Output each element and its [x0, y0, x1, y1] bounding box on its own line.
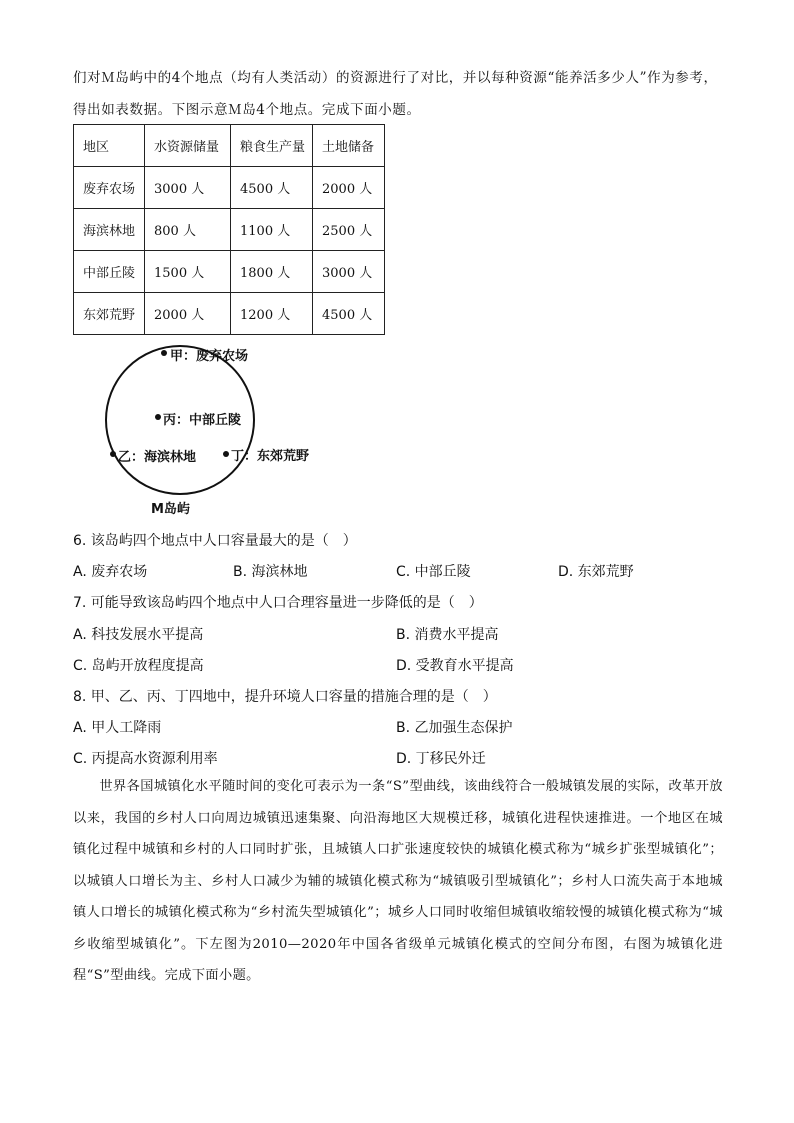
location-label-yi: 乙：海滨林地	[118, 450, 197, 465]
table-row	[74, 293, 385, 335]
question-8-stem: 8. 甲、乙、丙、丁四地中，提升环境人口容量的措施合理的是（ ）	[73, 689, 497, 705]
table-cell: 800 人	[145, 209, 231, 251]
question-6-option-a: A. 废弃农场	[73, 564, 148, 580]
table-header-row	[74, 125, 385, 167]
table-cell: 1100 人	[231, 209, 313, 251]
question-8-option-a: A. 甲人工降雨	[73, 720, 162, 736]
table-header-cell: 地区	[74, 125, 145, 167]
question-6-option-c: C. 中部丘陵	[396, 564, 471, 580]
table-header-cell: 水资源储量	[145, 125, 231, 167]
table-header-cell: 粮食生产量	[231, 125, 313, 167]
table-cell: 2000 人	[145, 293, 231, 335]
table-header-cell: 土地储备	[313, 125, 385, 167]
table-cell: 4500 人	[313, 293, 385, 335]
question-8-option-b: B. 乙加强生态保护	[396, 720, 513, 736]
intro-line-1: 们对Ｍ岛屿中的4个地点（均有人类活动）的资源进行了对比，并以每种资源“能养活多少人”作为参考，	[73, 70, 718, 86]
question-7-option-b: B. 消费水平提高	[396, 627, 499, 643]
table-cell: 3000 人	[145, 167, 231, 209]
map-caption: M岛屿	[151, 502, 190, 517]
table-cell: 4500 人	[231, 167, 313, 209]
question-7-option-c: C. 岛屿开放程度提高	[73, 658, 204, 674]
table-cell: 海滨林地	[74, 209, 145, 251]
question-7-option-a: A. 科技发展水平提高	[73, 627, 204, 643]
table-row	[74, 167, 385, 209]
question-7-option-d: D. 受教育水平提高	[396, 658, 514, 674]
location-label-ding: 丁：东郊荒野	[231, 449, 310, 464]
passage-text: 世界各国城镇化水平随时间的变化可表示为一条“S”型曲线，该曲线符合一般城镇发展的实际，改革开放以来，我国的乡村人口向周边城镇迅速集聚、向沿海地区大规模迁移，城镇化进程快速推进。一个地区在城镇化过程中城镇和乡村的人口同时扩张，且城镇人口扩张速度较快的城镇化模式称为“城乡扩张型城镇化”；以城镇人口增长为主、乡村人口减少为辅的城镇化模式称为“城镇吸引型城镇化”；乡村人口流失高于本地城镇人口增长的城镇化模式称为“乡村流失型城镇化”；城乡人口同时收缩但城镇收缩较慢的城镇化模式称为“城乡收缩型城镇化”。下左图为2010—2020年中国各省级单元城镇化模式的空间分布图，右图为城镇化进程“S”型曲线。完成下面小题。	[73, 779, 723, 983]
table-cell: 东郊荒野	[74, 293, 145, 335]
location-label-bing: 丙：中部丘陵	[163, 413, 242, 428]
table-cell: 1500 人	[145, 251, 231, 293]
question-7-stem: 7. 可能导致该岛屿四个地点中人口合理容量进一步降低的是（ ）	[73, 595, 483, 611]
resource-table	[73, 124, 385, 335]
table-row	[74, 251, 385, 293]
location-dot-yi	[110, 451, 116, 457]
table-cell: 废弃农场	[74, 167, 145, 209]
question-8-option-d: D. 丁移民外迁	[396, 751, 486, 767]
table-cell: 1800 人	[231, 251, 313, 293]
table-cell: 3000 人	[313, 251, 385, 293]
intro-line-2: 得出如表数据。下图示意Ｍ岛4个地点。完成下面小题。	[73, 102, 421, 118]
question-6-option-b: B. 海滨林地	[233, 564, 308, 580]
table-row	[74, 209, 385, 251]
table-cell: 中部丘陵	[74, 251, 145, 293]
table-cell: 2000 人	[313, 167, 385, 209]
location-dot-bing	[155, 414, 161, 420]
location-dot-jia	[161, 350, 167, 356]
location-label-jia: 甲：废弃农场	[170, 349, 249, 364]
question-8-option-c: C. 丙提高水资源利用率	[73, 751, 218, 767]
question-6-option-d: D. 东郊荒野	[558, 564, 634, 580]
location-dot-ding	[223, 451, 229, 457]
question-6-stem: 6. 该岛屿四个地点中人口容量最大的是（ ）	[73, 533, 357, 549]
table-cell: 1200 人	[231, 293, 313, 335]
table-cell: 2500 人	[313, 209, 385, 251]
